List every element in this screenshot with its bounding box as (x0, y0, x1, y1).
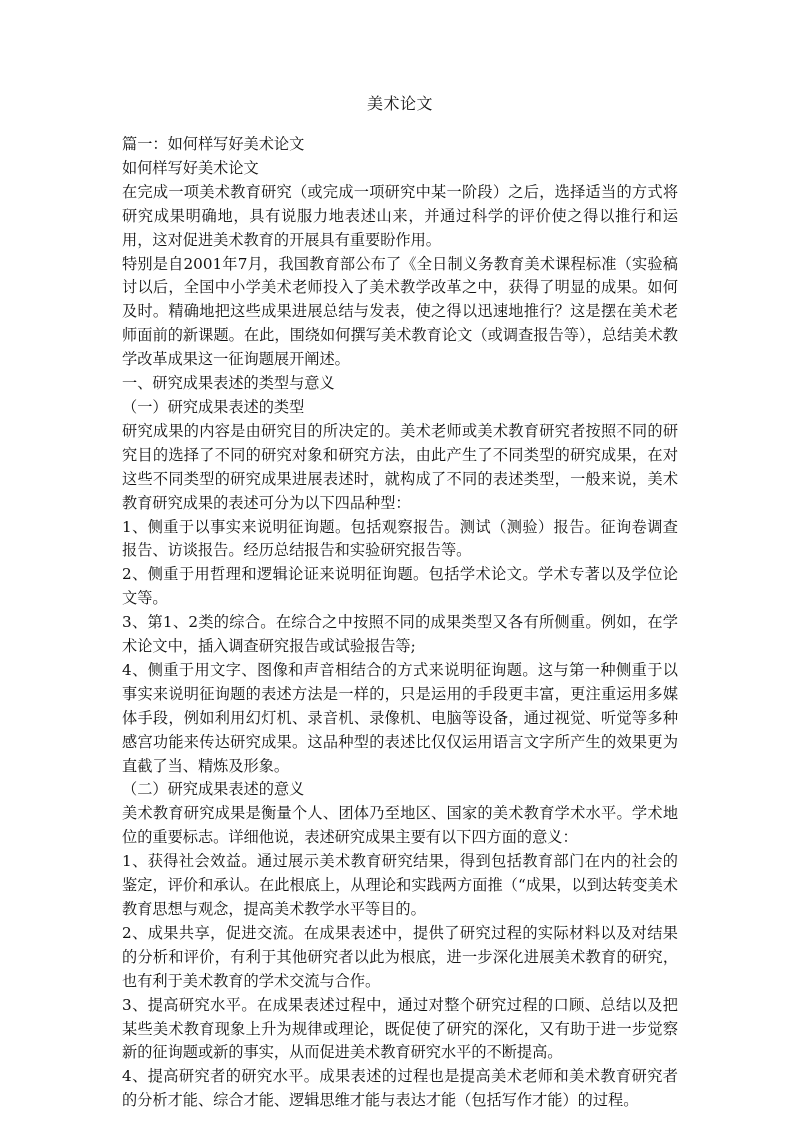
list-item-significance-1: 1、获得社会效益。通过展示美术教育研究结果，得到包括教育部门在内的社会的鉴定，评价和承认。在此根底上，从理论和实践两方面推（“成果，以到达转变美术教育思想与观念，提高美术教学水平等目的。 (122, 852, 678, 918)
subsection-heading-significance: （二）研究成果表述的意义 (122, 780, 305, 799)
paragraph-background: 特别是自2001年7月，我国教育部公布了《全日制义务教育美术课程标准（实验稿讨以后，全国中小学美术老师投入了美术教学改革之中，获得了明显的成果。如何及时。精确地把这些成果进展总结与发表，使之得以迅速地推行？这是摆在美术老师面前的新课题。在此，围绕如何撰写美术教育论文（或调查报告等），总结美术教学改革成果这一征询题展开阐述。 (122, 254, 678, 369)
list-item-significance-4: 4、提高研究者的研究水平。成果表述的过程也是提高美术老师和美术教育研究者的分析才能、综合才能、逻辑思维才能与表达才能（包括写作才能）的过程。 (122, 1067, 678, 1110)
list-item-significance-3: 3、提高研究水平。在成果表述过程中，通过对整个研究过程的口顾、总结以及把某些美术教育现象上升为规律或理论，既促使了研究的深化，又有助于进一步觉察新的征询题或新的事实，从而促进美术教育研究水平的不断提高。 (122, 995, 678, 1062)
list-item-type-2: 2、侧重于用哲理和逻辑论证来说明征询题。包括学术论文。学术专著以及学位论文等。 (122, 565, 678, 608)
list-item-significance-2: 2、成果共享，促进交流。在成果表述中，提供了研究过程的实际材料以及对结果的分析和评价，有利于其他研究者以此为根底，进一步深化进展美术教育的研究，也有利于美术教育的学术交流与合作。 (122, 923, 678, 990)
paragraph-intro: 在完成一项美术教育研究（或完成一项研究中某一阶段）之后，选择适当的方式将研究成果明确地，具有说服力地表述山来，并通过科学的评价使之得以推行和运用，这对促进美术教育的开展具有重要盼作用。 (122, 182, 678, 249)
list-item-type-3: 3、第1、2类的综合。在综合之中按照不同的成果类型又各有所侧重。例如，在学术论文中，插入调查研究报告或试验报告等; (122, 613, 678, 656)
paragraph-subtitle: 如何样写好美术论文 (122, 158, 259, 177)
list-item-type-1: 1、侧重于以事实来说明征询题。包括观察报告。测试（测验）报告。征询卷调查报告、访谈报告。经历总结报告和实验研究报告等。 (122, 517, 678, 560)
paragraph-types-overview: 研究成果的内容是由研究目的所决定的。美术老师或美术教育研究者按照不同的研究目的选择了不同的研究对象和研究方法，由此产生了不同类型的研究成果，在对这些不同类型的研究成果进展表述时，就构成了不同的表述类型，一般来说，美术教育研究成果的表述可分为以下四品种型： (122, 421, 678, 512)
section-heading-1: 一、研究成果表述的类型与意义 (122, 374, 335, 393)
subsection-heading-types: （一）研究成果表述的类型 (122, 397, 305, 416)
list-item-type-4: 4、侧重于用文字、图像和声音相结合的方式来说明征询题。这与第一种侧重于以事实来说明征询题的表述方法是一样的，只是运用的手段更丰富，更注重运用多媒体手段，例如利用幻灯机、录音机、录像机、电脑等设备，通过视觉、听觉等多种感宫功能来传达研究成果。这品种型的表述比仅仅运用语言文字所产生的效果更为直截了当、精炼及形象。 (122, 660, 678, 775)
document-title: 美术论文 (366, 94, 433, 113)
paragraph-significance-overview: 美术教育研究成果是衡量个人、团体乃至地区、国家的美术教育学术水平。学术地位的重要标志。详细他说，表述研究成果主要有以下四方面的意义： (122, 804, 678, 847)
document-body (122, 133, 678, 1113)
paragraph-chapter-heading: 篇一：如何样写好美术论文 (122, 135, 305, 153)
